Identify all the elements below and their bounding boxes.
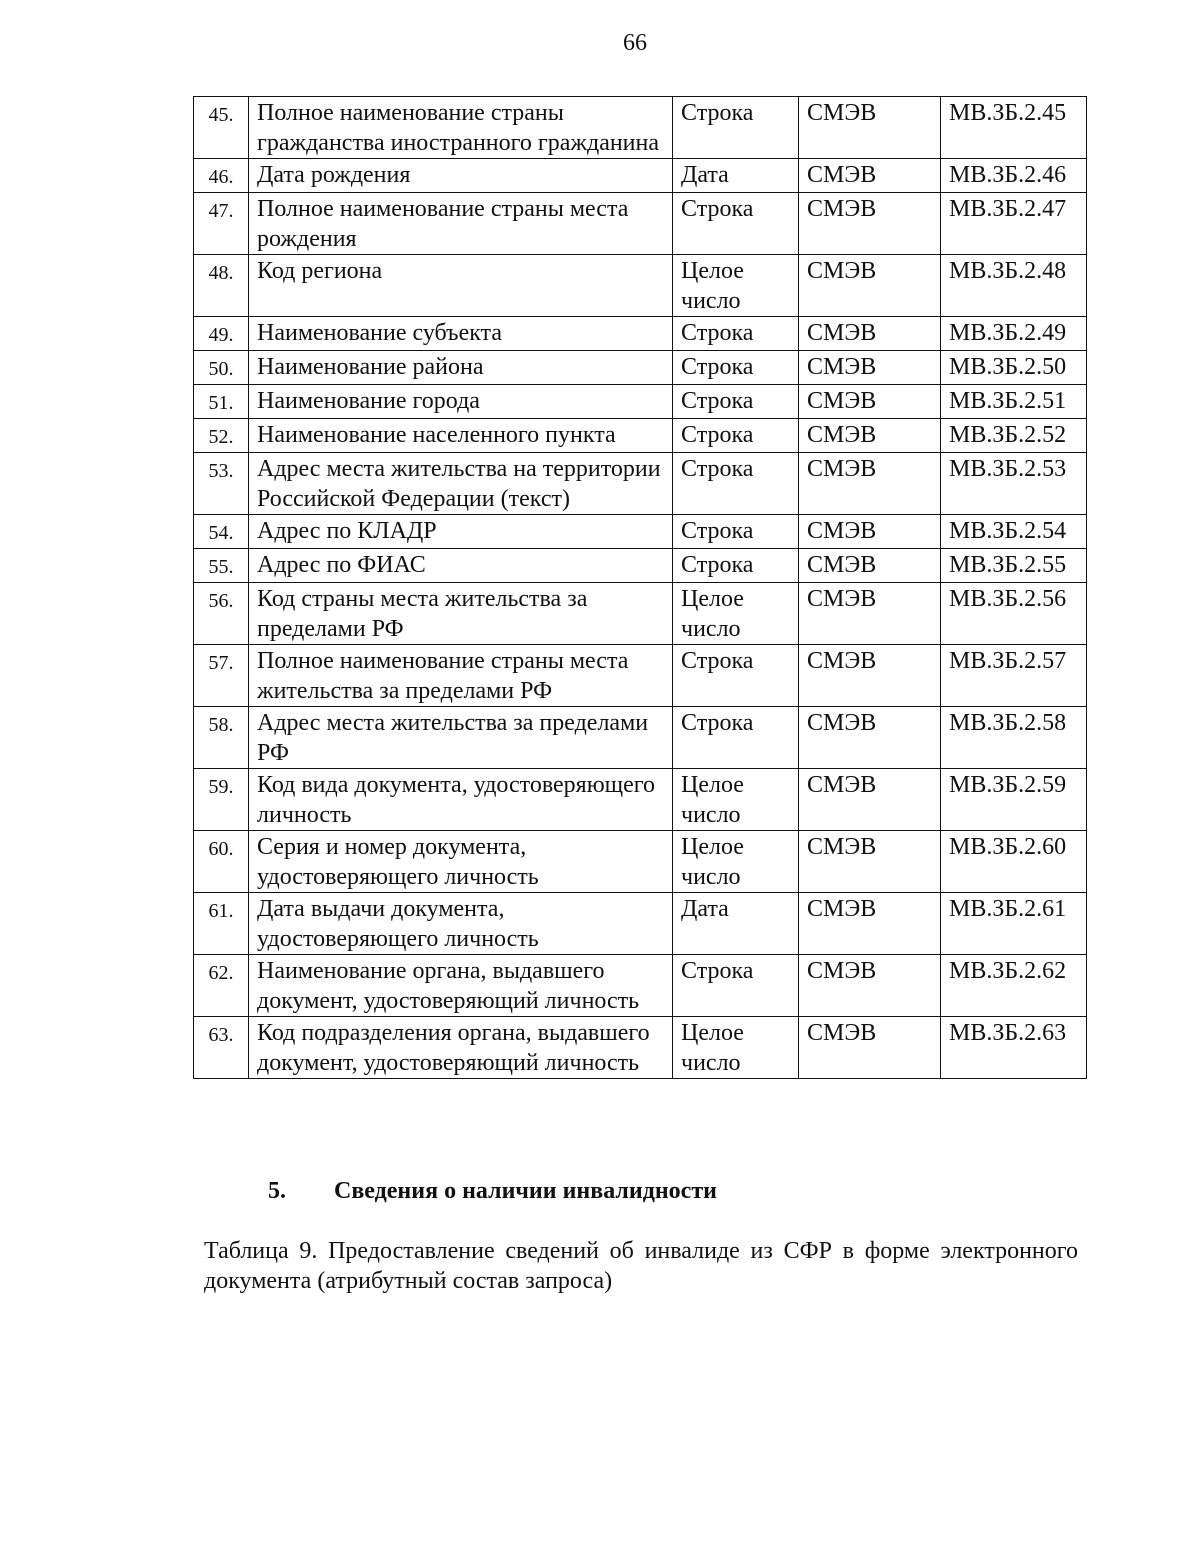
table-caption: Таблица 9. Предоставление сведений об инвалиде из СФР в форме электронного документа (атрибутный состав запроса) <box>204 1238 1078 1294</box>
attribute-name: Наименование населенного пункта <box>249 419 673 453</box>
table-row <box>194 159 1087 193</box>
attribute-source: СМЭВ <box>799 515 941 549</box>
attribute-code: МВ.ЗБ.2.52 <box>941 419 1087 453</box>
attribute-type: Строка <box>673 549 799 583</box>
table-row <box>194 583 1087 645</box>
attribute-type: Строка <box>673 351 799 385</box>
attribute-code: МВ.ЗБ.2.55 <box>941 549 1087 583</box>
table-row <box>194 769 1087 831</box>
attribute-source: СМЭВ <box>799 583 941 645</box>
attribute-source: СМЭВ <box>799 955 941 1017</box>
table-row <box>194 893 1087 955</box>
attributes-table <box>193 96 1087 1079</box>
attribute-code: МВ.ЗБ.2.63 <box>941 1017 1087 1079</box>
table-row <box>194 515 1087 549</box>
table-row <box>194 255 1087 317</box>
attribute-source: СМЭВ <box>799 255 941 317</box>
attribute-source: СМЭВ <box>799 97 941 159</box>
row-number: 49. <box>194 317 249 351</box>
attribute-name: Код региона <box>249 255 673 317</box>
attribute-code: МВ.ЗБ.2.56 <box>941 583 1087 645</box>
attribute-type: Строка <box>673 385 799 419</box>
row-number: 54. <box>194 515 249 549</box>
section-title: Сведения о наличии инвалидности <box>334 1178 717 1204</box>
row-number: 47. <box>194 193 249 255</box>
attribute-code: МВ.ЗБ.2.47 <box>941 193 1087 255</box>
attribute-code: МВ.ЗБ.2.53 <box>941 453 1087 515</box>
section-number: 5. <box>268 1178 286 1204</box>
attribute-source: СМЭВ <box>799 385 941 419</box>
attribute-type: Дата <box>673 893 799 955</box>
row-number: 63. <box>194 1017 249 1079</box>
attribute-type: Целое число <box>673 1017 799 1079</box>
table-row <box>194 549 1087 583</box>
attribute-source: СМЭВ <box>799 159 941 193</box>
table-row <box>194 193 1087 255</box>
table-row <box>194 1017 1087 1079</box>
attribute-type: Дата <box>673 159 799 193</box>
row-number: 46. <box>194 159 249 193</box>
attribute-code: МВ.ЗБ.2.51 <box>941 385 1087 419</box>
attribute-name: Полное наименование страны гражданства иностранного гражданина <box>249 97 673 159</box>
attribute-name: Дата рождения <box>249 159 673 193</box>
attribute-source: СМЭВ <box>799 645 941 707</box>
attribute-type: Строка <box>673 453 799 515</box>
attribute-code: МВ.ЗБ.2.49 <box>941 317 1087 351</box>
row-number: 60. <box>194 831 249 893</box>
attribute-type: Строка <box>673 419 799 453</box>
attribute-type: Строка <box>673 707 799 769</box>
attribute-type: Целое число <box>673 831 799 893</box>
attribute-type: Строка <box>673 955 799 1017</box>
attribute-type: Строка <box>673 515 799 549</box>
table-row <box>194 707 1087 769</box>
attribute-code: МВ.ЗБ.2.59 <box>941 769 1087 831</box>
page-number: 66 <box>623 30 647 56</box>
row-number: 45. <box>194 97 249 159</box>
table-row <box>194 317 1087 351</box>
attribute-source: СМЭВ <box>799 193 941 255</box>
row-number: 62. <box>194 955 249 1017</box>
table-row <box>194 419 1087 453</box>
attribute-name: Наименование субъекта <box>249 317 673 351</box>
attribute-source: СМЭВ <box>799 707 941 769</box>
table-row <box>194 645 1087 707</box>
attribute-name: Адрес места жительства на территории Российской Федерации (текст) <box>249 453 673 515</box>
attribute-name: Код вида документа, удостоверяющего личность <box>249 769 673 831</box>
row-number: 50. <box>194 351 249 385</box>
attribute-name: Полное наименование страны места жительства за пределами РФ <box>249 645 673 707</box>
row-number: 52. <box>194 419 249 453</box>
row-number: 51. <box>194 385 249 419</box>
row-number: 58. <box>194 707 249 769</box>
attribute-type: Строка <box>673 97 799 159</box>
attribute-code: МВ.ЗБ.2.58 <box>941 707 1087 769</box>
row-number: 53. <box>194 453 249 515</box>
attribute-name: Полное наименование страны места рождения <box>249 193 673 255</box>
attribute-name: Код подразделения органа, выдавшего документ, удостоверяющий личность <box>249 1017 673 1079</box>
attribute-type: Целое число <box>673 583 799 645</box>
attribute-name: Дата выдачи документа, удостоверяющего личность <box>249 893 673 955</box>
attribute-source: СМЭВ <box>799 453 941 515</box>
attribute-code: МВ.ЗБ.2.45 <box>941 97 1087 159</box>
attribute-name: Код страны места жительства за пределами РФ <box>249 583 673 645</box>
attribute-code: МВ.ЗБ.2.46 <box>941 159 1087 193</box>
attribute-name: Наименование района <box>249 351 673 385</box>
attribute-name: Серия и номер документа, удостоверяющего личность <box>249 831 673 893</box>
row-number: 61. <box>194 893 249 955</box>
section-heading <box>268 1178 717 1205</box>
table-body <box>194 97 1087 1079</box>
row-number: 56. <box>194 583 249 645</box>
attribute-type: Строка <box>673 193 799 255</box>
attribute-code: МВ.ЗБ.2.50 <box>941 351 1087 385</box>
table-row <box>194 453 1087 515</box>
attribute-type: Строка <box>673 317 799 351</box>
table-row <box>194 385 1087 419</box>
table-row <box>194 831 1087 893</box>
attribute-source: СМЭВ <box>799 419 941 453</box>
row-number: 55. <box>194 549 249 583</box>
attribute-name: Адрес места жительства за пределами РФ <box>249 707 673 769</box>
row-number: 48. <box>194 255 249 317</box>
attribute-type: Целое число <box>673 255 799 317</box>
row-number: 59. <box>194 769 249 831</box>
attribute-code: МВ.ЗБ.2.57 <box>941 645 1087 707</box>
attribute-type: Целое число <box>673 769 799 831</box>
attribute-code: МВ.ЗБ.2.61 <box>941 893 1087 955</box>
attribute-source: СМЭВ <box>799 351 941 385</box>
attribute-code: МВ.ЗБ.2.48 <box>941 255 1087 317</box>
attribute-source: СМЭВ <box>799 831 941 893</box>
attribute-source: СМЭВ <box>799 893 941 955</box>
attribute-code: МВ.ЗБ.2.54 <box>941 515 1087 549</box>
attribute-code: МВ.ЗБ.2.62 <box>941 955 1087 1017</box>
attribute-name: Адрес по ФИАС <box>249 549 673 583</box>
attribute-name: Адрес по КЛАДР <box>249 515 673 549</box>
attribute-code: МВ.ЗБ.2.60 <box>941 831 1087 893</box>
attribute-source: СМЭВ <box>799 549 941 583</box>
attribute-name: Наименование органа, выдавшего документ, удостоверяющий личность <box>249 955 673 1017</box>
attribute-source: СМЭВ <box>799 317 941 351</box>
table-row <box>194 351 1087 385</box>
attribute-name: Наименование города <box>249 385 673 419</box>
table-row <box>194 955 1087 1017</box>
table-row <box>194 97 1087 159</box>
row-number: 57. <box>194 645 249 707</box>
attribute-type: Строка <box>673 645 799 707</box>
attribute-source: СМЭВ <box>799 769 941 831</box>
attribute-source: СМЭВ <box>799 1017 941 1079</box>
